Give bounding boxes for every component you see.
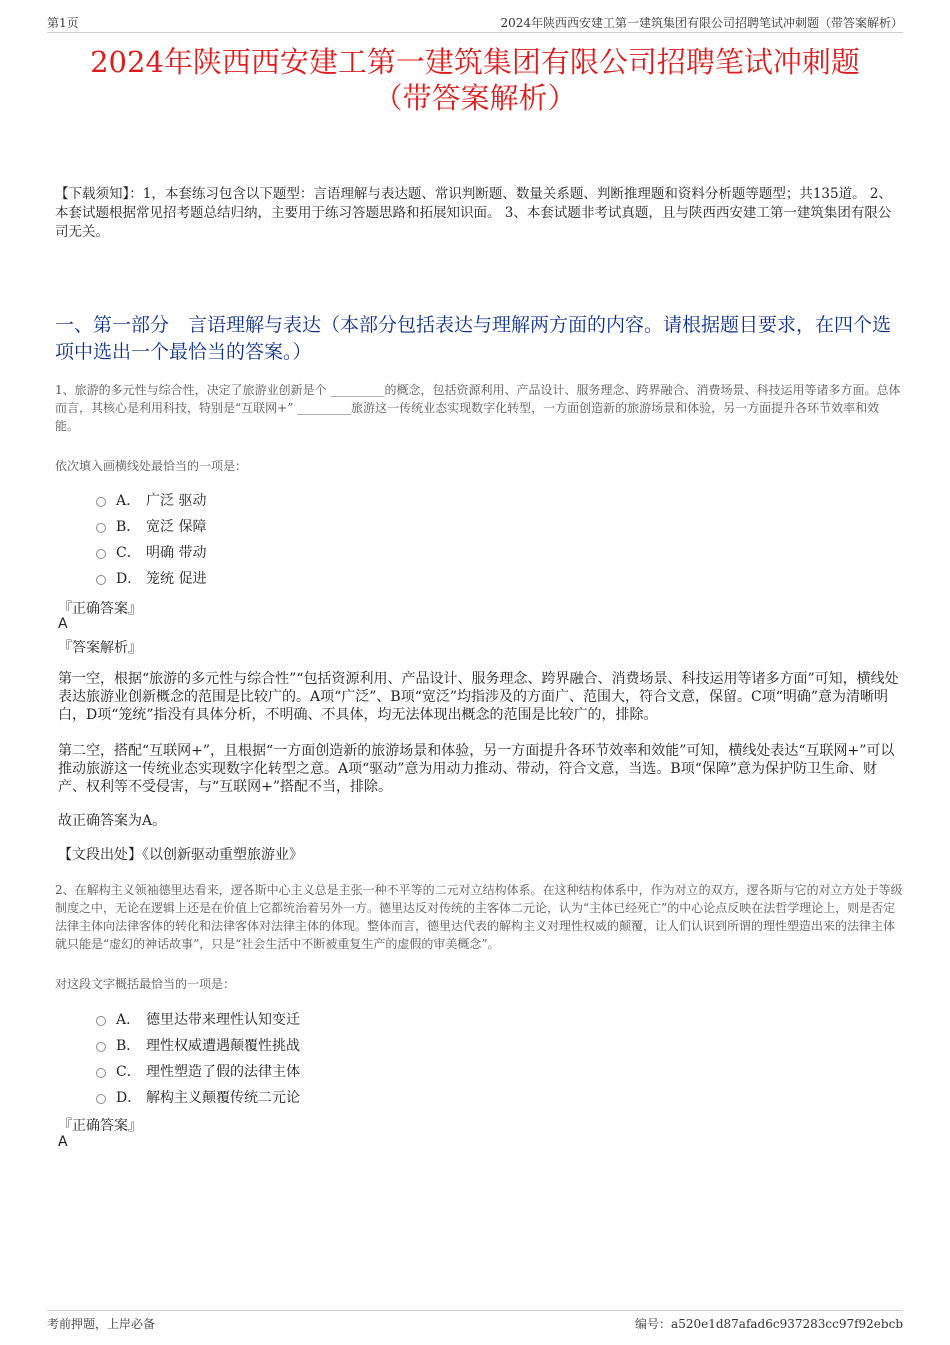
question-1-options xyxy=(96,487,206,591)
option-text: 明确 带动 xyxy=(146,545,207,561)
option-letter: D． xyxy=(116,571,142,587)
analysis-paragraph-1: 第一空，根据“旅游的多元性与综合性”“包括资源利用、产品设计、服务理念、跨界融合、消费场景、科技运用等诸多方面”可知，横线处表达旅游业创新概念的范围是比较广的。A项“广泛”、B项“宽泛”均指涉及的方面广、范围大，符合文意，保留。C项“明确”意为清晰明白，D项“笼统”指没有具体分析，不明确、不具体，均无法体现出概念的范围是比较广的，排除。 xyxy=(58,671,899,723)
title-line-2: （带答案解析） xyxy=(373,81,577,115)
option-text: 笼统 促进 xyxy=(146,571,207,587)
radio-icon[interactable] xyxy=(96,549,106,559)
radio-icon[interactable] xyxy=(96,1068,106,1078)
answer-label: 『正确答案』 xyxy=(58,601,142,617)
source: 【文段出处】《以创新驱动重塑旅游业》 xyxy=(58,847,303,863)
question-1-stem: 1、旅游的多元性与综合性，决定了旅游业创新是个 _________的概念，包括资源利用、产品设计、服务理念、跨界融合、消费场景、科技运用等诸多方面。总体而言，其核心是利用科技，特别是“互联网+” _________旅游这一传统业态实现数字化转型，一方面创造新的旅游场景和体验，另一方面提升各环节效率和效能。 xyxy=(55,383,901,433)
option-c[interactable] xyxy=(96,1058,300,1084)
option-text: 理性塑造了假的法律主体 xyxy=(146,1064,300,1080)
option-text: 宽泛 保障 xyxy=(146,519,207,535)
option-letter: A． xyxy=(116,1012,141,1028)
footer-slogan: 考前押题，上岸必备 xyxy=(47,1317,156,1331)
radio-icon[interactable] xyxy=(96,575,106,585)
question-2-prompt: 对这段文字概括最恰当的一项是： xyxy=(55,977,236,991)
page-number: 第1页 xyxy=(47,16,79,30)
section-heading: 一、第一部分 言语理解与表达（本部分包括表达与理解两方面的内容。请根据题目要求，在四个选项中选出一个最恰当的答案。） xyxy=(55,314,892,363)
option-letter: D． xyxy=(116,1090,142,1106)
radio-icon[interactable] xyxy=(96,1016,106,1026)
question-2-stem: 2、在解构主义领袖德里达看来，逻各斯中心主义总是主张一种不平等的二元对立结构体系。在这种结构体系中，作为对立的双方，逻各斯与它的对立方处于等级制度之中，无论在逻辑上还是在价值上它都统治着另外一方。德里达反对传统的主客体二元论，认为“主体已经死亡”的中心论点反映在法哲学理论上，则是否定法律主体向法律客体的转化和法律客体对法律主体的体现。整体而言，德里达代表的解构主义对理性权威的颠覆，让人们认识到所谓的理性塑造出来的法律主体就只能是“虚幻的神话故事”，只是“社会生活中不断被重复生产的虚假的审美概念”。 xyxy=(55,883,903,951)
question-2-options xyxy=(96,1006,300,1110)
title-line-1: 2024年陕西西安建工第一建筑集团有限公司招聘笔试冲刺题 xyxy=(90,45,860,79)
answer-value: A xyxy=(58,1134,68,1150)
radio-icon[interactable] xyxy=(96,1094,106,1104)
option-d[interactable] xyxy=(96,565,206,591)
option-text: 理性权威遭遇颠覆性挑战 xyxy=(146,1038,300,1054)
option-b[interactable] xyxy=(96,513,206,539)
footer-doc-id: 编号：a520e1d87afad6c937283cc97f92ebcb xyxy=(635,1317,903,1331)
option-text: 德里达带来理性认知变迁 xyxy=(146,1012,300,1028)
option-d[interactable] xyxy=(96,1084,300,1110)
answer-label: 『正确答案』 xyxy=(58,1118,142,1134)
option-a[interactable] xyxy=(96,1006,300,1032)
analysis-label: 『答案解析』 xyxy=(58,640,142,656)
page-footer xyxy=(47,1310,903,1331)
option-letter: C． xyxy=(116,1064,141,1080)
header-doc-title: 2024年陕西西安建工第一建筑集团有限公司招聘笔试冲刺题（带答案解析） xyxy=(500,16,903,30)
option-letter: B． xyxy=(116,519,141,535)
option-c[interactable] xyxy=(96,539,206,565)
radio-icon[interactable] xyxy=(96,1042,106,1052)
answer-value: A xyxy=(58,616,68,632)
option-text: 广泛 驱动 xyxy=(146,493,207,509)
option-letter: C． xyxy=(116,545,141,561)
option-b[interactable] xyxy=(96,1032,300,1058)
document-title xyxy=(0,44,950,116)
question-1-prompt: 依次填入画横线处最恰当的一项是： xyxy=(55,459,248,473)
conclusion: 故正确答案为A。 xyxy=(58,813,167,829)
option-letter: B． xyxy=(116,1038,141,1054)
radio-icon[interactable] xyxy=(96,497,106,507)
download-notice: 【下载须知】：1，本套练习包含以下题型：言语理解与表达题、常识判断题、数量关系题、判断推理题和资料分析题等题型；共135道。 2、本套试题根据常见招考题总结归纳，主要用于练习答题思路和拓展知识面。 3、本套试题非考试真题，且与陕西西安建工第一建筑集团有限公司无关。 xyxy=(55,186,892,240)
option-text: 解构主义颠覆传统二元论 xyxy=(146,1090,300,1106)
option-letter: A． xyxy=(116,493,141,509)
option-a[interactable] xyxy=(96,487,206,513)
analysis-paragraph-2: 第二空，搭配“互联网+”，且根据“一方面创造新的旅游场景和体验，另一方面提升各环节效率和效能”可知，横线处表达“互联网+”可以推动旅游这一传统业态实现数字化转型之意。A项“驱动”意为用动力推动、带动，符合文意，当选。B项“保障”意为保护防卫生命、财产、权利等不受侵害，与“互联网+”搭配不当，排除。 xyxy=(58,743,895,795)
radio-icon[interactable] xyxy=(96,523,106,533)
page-header xyxy=(47,12,903,33)
